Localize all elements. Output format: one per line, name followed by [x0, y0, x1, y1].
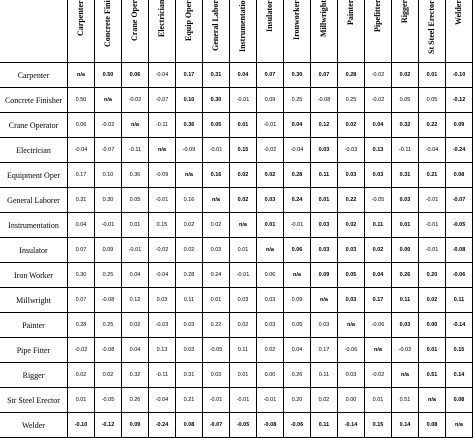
table-cell: 0.02 — [230, 313, 257, 338]
table-cell: 0.03 — [257, 288, 284, 313]
table-cell: 0.09 — [311, 263, 338, 288]
table-cell: 0.15 — [446, 338, 473, 363]
table-cell: 0.32 — [392, 113, 419, 138]
row-header: Carpenter — [0, 63, 68, 88]
table-cell: -0.02 — [149, 238, 176, 263]
table-cell: 0.08 — [446, 388, 473, 413]
table-cell: -0.01 — [419, 213, 446, 238]
table-cell: 0.08 — [419, 413, 446, 438]
table-cell: 0.06 — [68, 113, 95, 138]
table-cell: 0.03 — [338, 238, 365, 263]
table-cell: 0.02 — [122, 313, 149, 338]
table-cell: 0.03 — [176, 338, 203, 363]
table-cell: 0.02 — [68, 363, 95, 388]
table-cell: 0.03 — [311, 238, 338, 263]
table-cell: -0.10 — [446, 63, 473, 88]
table-cell: 0.05 — [392, 88, 419, 113]
table-cell: 0.02 — [365, 238, 392, 263]
table-cell: 0.12 — [311, 113, 338, 138]
table-cell: 0.25 — [284, 88, 311, 113]
column-header-label: Welder — [454, 0, 463, 25]
table-cell: 0.50 — [95, 63, 122, 88]
table-cell: -0.05 — [446, 213, 473, 238]
table-cell: 0.01 — [68, 388, 95, 413]
row-header: Instrumentation — [0, 213, 68, 238]
column-header-label: Concrete Fini — [103, 0, 112, 47]
table-cell: -0.07 — [446, 188, 473, 213]
table-cell: -0.14 — [446, 313, 473, 338]
table-cell: -0.08 — [95, 288, 122, 313]
table-row — [0, 388, 473, 413]
table-row — [0, 188, 473, 213]
table-row — [0, 338, 473, 363]
table-cell: 0.04 — [284, 338, 311, 363]
table-cell: 0.03 — [257, 313, 284, 338]
table-cell: 0.22 — [419, 113, 446, 138]
table-row — [0, 213, 473, 238]
column-header — [338, 0, 365, 63]
table-cell: 0.01 — [365, 388, 392, 413]
table-cell: -0.02 — [392, 338, 419, 363]
table-cell: 0.07 — [257, 63, 284, 88]
column-header-label: Electrician — [157, 0, 166, 38]
table-cell: 0.28 — [68, 313, 95, 338]
table-cell: -0.02 — [257, 138, 284, 163]
row-header: Millwright — [0, 288, 68, 313]
table-cell: -0.02 — [95, 113, 122, 138]
table-cell: 0.16 — [203, 163, 230, 188]
table-cell: 0.07 — [68, 288, 95, 313]
table-cell: 0.14 — [392, 413, 419, 438]
table-cell: -0.11 — [149, 363, 176, 388]
table-cell: -0.04 — [68, 138, 95, 163]
column-header-label: Insulator — [265, 0, 274, 32]
table-cell: -0.03 — [338, 138, 365, 163]
column-header-label: General Labor — [211, 0, 220, 51]
table-cell: 0.14 — [446, 363, 473, 388]
table-cell: n/a — [122, 113, 149, 138]
column-header-label: Crane Oper — [130, 0, 139, 42]
table-row — [0, 88, 473, 113]
table-row — [0, 313, 473, 338]
table-cell: 0.04 — [68, 213, 95, 238]
table-cell: n/a — [68, 63, 95, 88]
table-cell: 0.11 — [311, 413, 338, 438]
table-cell: 0.26 — [122, 388, 149, 413]
table-cell: n/a — [257, 238, 284, 263]
row-header: General Laborer — [0, 188, 68, 213]
table-cell: 0.03 — [149, 288, 176, 313]
table-cell: -0.01 — [230, 388, 257, 413]
table-body — [0, 63, 473, 438]
column-header — [122, 0, 149, 63]
table-cell: -0.12 — [95, 413, 122, 438]
table-cell: n/a — [419, 388, 446, 413]
table-cell: 0.01 — [230, 113, 257, 138]
table-cell: -0.01 — [419, 238, 446, 263]
table-cell: n/a — [311, 288, 338, 313]
table-cell: 0.03 — [257, 188, 284, 213]
table-cell: -0.01 — [257, 388, 284, 413]
table-cell: -0.01 — [203, 388, 230, 413]
table-cell: 0.01 — [203, 288, 230, 313]
table-cell: 0.22 — [203, 313, 230, 338]
table-cell: 0.32 — [122, 363, 149, 388]
table-cell: -0.05 — [95, 388, 122, 413]
table-row — [0, 363, 473, 388]
table-cell: 0.06 — [284, 238, 311, 263]
column-header — [68, 0, 95, 63]
table-cell: 0.02 — [257, 163, 284, 188]
table-cell: 0.26 — [284, 363, 311, 388]
table-cell: 0.01 — [230, 238, 257, 263]
table-cell: -0.04 — [149, 388, 176, 413]
table-cell: 0.11 — [230, 338, 257, 363]
table-cell: 0.02 — [419, 288, 446, 313]
table-cell: 0.08 — [446, 163, 473, 188]
table-cell: 0.01 — [122, 213, 149, 238]
table-cell: 0.09 — [95, 238, 122, 263]
table-cell: 0.05 — [284, 313, 311, 338]
table-cell: 0.03 — [338, 288, 365, 313]
table-cell: n/a — [230, 213, 257, 238]
table-cell: -0.08 — [446, 238, 473, 263]
table-cell: 0.02 — [176, 238, 203, 263]
table-cell: -0.04 — [149, 63, 176, 88]
table-cell: 0.11 — [365, 213, 392, 238]
table-cell: n/a — [95, 88, 122, 113]
table-cell: 0.15 — [149, 213, 176, 238]
column-header-row — [0, 0, 473, 63]
table-cell: 0.17 — [365, 288, 392, 313]
table-cell: -0.06 — [446, 263, 473, 288]
table-cell: 0.31 — [176, 363, 203, 388]
table-cell: 0.51 — [392, 388, 419, 413]
row-header: Electrician — [0, 138, 68, 163]
row-header: Equipment Oper — [0, 163, 68, 188]
table-cell: n/a — [284, 263, 311, 288]
table-row — [0, 288, 473, 313]
table-cell: 0.03 — [203, 363, 230, 388]
column-header — [230, 0, 257, 63]
table-cell: -0.01 — [257, 113, 284, 138]
table-row — [0, 113, 473, 138]
table-cell: 0.04 — [122, 338, 149, 363]
table-cell: 0.02 — [176, 213, 203, 238]
table-cell: 0.28 — [338, 63, 365, 88]
column-header-label: St Steel Erector — [427, 0, 436, 54]
table-cell: 0.04 — [365, 263, 392, 288]
table-cell: -0.02 — [68, 338, 95, 363]
column-header-label: Rigger — [400, 0, 409, 24]
row-header: Rigger — [0, 363, 68, 388]
corner-cell — [0, 0, 68, 63]
table-cell: -0.01 — [419, 188, 446, 213]
table-cell: -0.01 — [284, 213, 311, 238]
table-cell: 0.03 — [203, 238, 230, 263]
table-cell: -0.02 — [122, 88, 149, 113]
table-cell: -0.03 — [149, 313, 176, 338]
table-cell: 0.03 — [311, 313, 338, 338]
table-cell: 0.06 — [257, 263, 284, 288]
table-cell: 0.03 — [311, 213, 338, 238]
column-header — [392, 0, 419, 63]
table-row — [0, 138, 473, 163]
table-cell: 0.04 — [122, 263, 149, 288]
table-cell: 0.04 — [365, 113, 392, 138]
table-cell: -0.24 — [149, 413, 176, 438]
table-cell: 0.00 — [338, 388, 365, 413]
table-cell: -0.11 — [149, 113, 176, 138]
table-cell: n/a — [365, 338, 392, 363]
table-cell: -0.08 — [311, 88, 338, 113]
table-cell: 0.06 — [122, 63, 149, 88]
table-cell: 0.24 — [203, 263, 230, 288]
table-cell: 0.13 — [149, 338, 176, 363]
table-cell: 0.00 — [257, 363, 284, 388]
table-cell: -0.07 — [149, 88, 176, 113]
table-cell: -0.09 — [149, 163, 176, 188]
column-header — [446, 0, 473, 63]
table-cell: 0.11 — [392, 288, 419, 313]
table-cell: 0.09 — [257, 88, 284, 113]
table-cell: 0.07 — [68, 238, 95, 263]
table-row — [0, 238, 473, 263]
table-cell: -0.05 — [230, 413, 257, 438]
table-cell: 0.31 — [392, 163, 419, 188]
table-cell: -0.04 — [149, 263, 176, 288]
table-cell: 0.00 — [392, 238, 419, 263]
table-cell: 0.30 — [284, 63, 311, 88]
table-cell: 0.31 — [203, 63, 230, 88]
table-cell: -0.02 — [365, 363, 392, 388]
row-header: Pipe Fitter — [0, 338, 68, 363]
table-cell: -0.06 — [365, 313, 392, 338]
row-header: Concrete Finisher — [0, 88, 68, 113]
table-cell: -0.05 — [365, 188, 392, 213]
table-cell: 0.21 — [419, 163, 446, 188]
table-cell: 0.25 — [338, 88, 365, 113]
column-header-label: Ironworker — [292, 0, 301, 40]
table-cell: 0.28 — [176, 263, 203, 288]
table-cell: 0.10 — [95, 163, 122, 188]
table-cell: 0.11 — [176, 288, 203, 313]
table-cell: 0.02 — [311, 388, 338, 413]
table-cell: 0.01 — [230, 363, 257, 388]
table-cell: 0.05 — [122, 188, 149, 213]
table-cell: -0.02 — [365, 63, 392, 88]
column-header — [257, 0, 284, 63]
table-row — [0, 413, 473, 438]
table-cell: 0.02 — [338, 213, 365, 238]
table-cell: 0.21 — [176, 388, 203, 413]
table-row — [0, 263, 473, 288]
table-cell: 0.31 — [68, 188, 95, 213]
column-header-label: Millwright — [319, 0, 328, 37]
table-cell: 0.02 — [230, 163, 257, 188]
table-cell: 0.02 — [95, 363, 122, 388]
row-header: Insulator — [0, 238, 68, 263]
row-header: Welder — [0, 413, 68, 438]
table-cell: 0.02 — [392, 63, 419, 88]
table-cell: -0.07 — [203, 413, 230, 438]
column-header — [149, 0, 176, 63]
table-cell: 0.20 — [284, 388, 311, 413]
table-cell: 0.03 — [311, 138, 338, 163]
table-cell: 0.20 — [419, 263, 446, 288]
table-cell: 0.03 — [338, 363, 365, 388]
table-cell: 0.03 — [176, 313, 203, 338]
table-cell: -0.09 — [176, 138, 203, 163]
table-cell: 0.10 — [176, 88, 203, 113]
table-cell: 0.12 — [122, 288, 149, 313]
table-cell: 0.04 — [284, 113, 311, 138]
table-cell: 0.36 — [176, 113, 203, 138]
table-cell: 0.17 — [68, 163, 95, 188]
table-cell: 0.03 — [230, 288, 257, 313]
table-cell: 0.17 — [176, 63, 203, 88]
table-cell: 0.30 — [203, 88, 230, 113]
row-header: Crane Operator — [0, 113, 68, 138]
table-cell: 0.04 — [230, 63, 257, 88]
table-cell: 0.28 — [284, 163, 311, 188]
table-cell: -0.01 — [230, 263, 257, 288]
table-cell: 0.05 — [419, 88, 446, 113]
table-cell: -0.07 — [95, 138, 122, 163]
table-cell: -0.06 — [338, 338, 365, 363]
table-cell: -0.01 — [203, 138, 230, 163]
table-cell: -0.14 — [338, 413, 365, 438]
table-cell: 0.22 — [338, 188, 365, 213]
table-cell: -0.02 — [365, 88, 392, 113]
table-cell: 0.36 — [122, 163, 149, 188]
table-cell: -0.11 — [392, 138, 419, 163]
table-cell: 0.15 — [365, 413, 392, 438]
table-cell: 0.02 — [230, 188, 257, 213]
column-header — [176, 0, 203, 63]
table-cell: 0.16 — [176, 188, 203, 213]
table-cell: n/a — [176, 163, 203, 188]
table-cell: -0.05 — [203, 338, 230, 363]
table-cell: 0.02 — [203, 213, 230, 238]
table-cell: 0.03 — [392, 313, 419, 338]
table-cell: 0.08 — [176, 413, 203, 438]
table-cell: -0.04 — [419, 138, 446, 163]
table-cell: 0.02 — [257, 338, 284, 363]
column-header — [284, 0, 311, 63]
table-cell: -0.06 — [284, 413, 311, 438]
column-header-label: Equip Oper — [184, 0, 193, 41]
table-cell: 0.01 — [392, 213, 419, 238]
table-cell: 0.03 — [392, 188, 419, 213]
table-cell: 0.51 — [419, 363, 446, 388]
column-header-label: Pipefitter — [373, 0, 382, 33]
table-cell: 0.03 — [338, 163, 365, 188]
table-cell: 0.24 — [284, 188, 311, 213]
table-cell: 0.11 — [446, 288, 473, 313]
table-row — [0, 163, 473, 188]
table-cell: 0.30 — [68, 263, 95, 288]
column-header — [203, 0, 230, 63]
table-cell: 0.01 — [257, 213, 284, 238]
table-cell: -0.04 — [284, 138, 311, 163]
table-cell: 0.25 — [95, 263, 122, 288]
table-cell: -0.24 — [446, 138, 473, 163]
table-cell: 0.11 — [311, 363, 338, 388]
table-cell: 0.11 — [311, 163, 338, 188]
row-header: Str Steel Erector — [0, 388, 68, 413]
table-cell: 0.26 — [392, 263, 419, 288]
table-cell: n/a — [338, 313, 365, 338]
table-cell: 0.00 — [419, 313, 446, 338]
table-cell: 0.01 — [311, 188, 338, 213]
table-cell: n/a — [149, 138, 176, 163]
table-cell: 0.01 — [419, 338, 446, 363]
row-header: Painter — [0, 313, 68, 338]
column-header — [365, 0, 392, 63]
row-header: Iron Worker — [0, 263, 68, 288]
table-cell: 0.07 — [311, 63, 338, 88]
table-cell: 0.30 — [95, 188, 122, 213]
table-cell: -0.11 — [122, 138, 149, 163]
column-header — [419, 0, 446, 63]
table-cell: 0.17 — [311, 338, 338, 363]
table-cell: 0.13 — [365, 138, 392, 163]
column-header-label: Carpenter — [76, 0, 85, 36]
table-cell: 0.05 — [338, 263, 365, 288]
table-cell: n/a — [203, 188, 230, 213]
table-cell: 0.09 — [122, 413, 149, 438]
table-cell: n/a — [392, 363, 419, 388]
table-cell: 0.25 — [95, 313, 122, 338]
table-cell: 0.01 — [419, 63, 446, 88]
table-cell: -0.08 — [257, 413, 284, 438]
table-cell: -0.01 — [122, 238, 149, 263]
table-cell: 0.09 — [284, 288, 311, 313]
table-cell: 0.02 — [338, 113, 365, 138]
column-header — [95, 0, 122, 63]
column-header — [311, 0, 338, 63]
table-cell: -0.01 — [149, 188, 176, 213]
column-header-label: Painter — [346, 0, 355, 26]
column-header-label: Instrumentatio — [238, 0, 247, 52]
table-cell: -0.01 — [230, 88, 257, 113]
table-cell: -0.12 — [446, 88, 473, 113]
table-cell: 0.05 — [203, 113, 230, 138]
table-cell: -0.01 — [95, 213, 122, 238]
table-row — [0, 63, 473, 88]
table-cell: 0.03 — [365, 163, 392, 188]
table-cell: 0.50 — [68, 88, 95, 113]
table-cell: n/a — [446, 413, 473, 438]
table-cell: 0.15 — [230, 138, 257, 163]
table-cell: -0.08 — [95, 338, 122, 363]
table-cell: 0.09 — [446, 113, 473, 138]
table-cell: -0.10 — [68, 413, 95, 438]
